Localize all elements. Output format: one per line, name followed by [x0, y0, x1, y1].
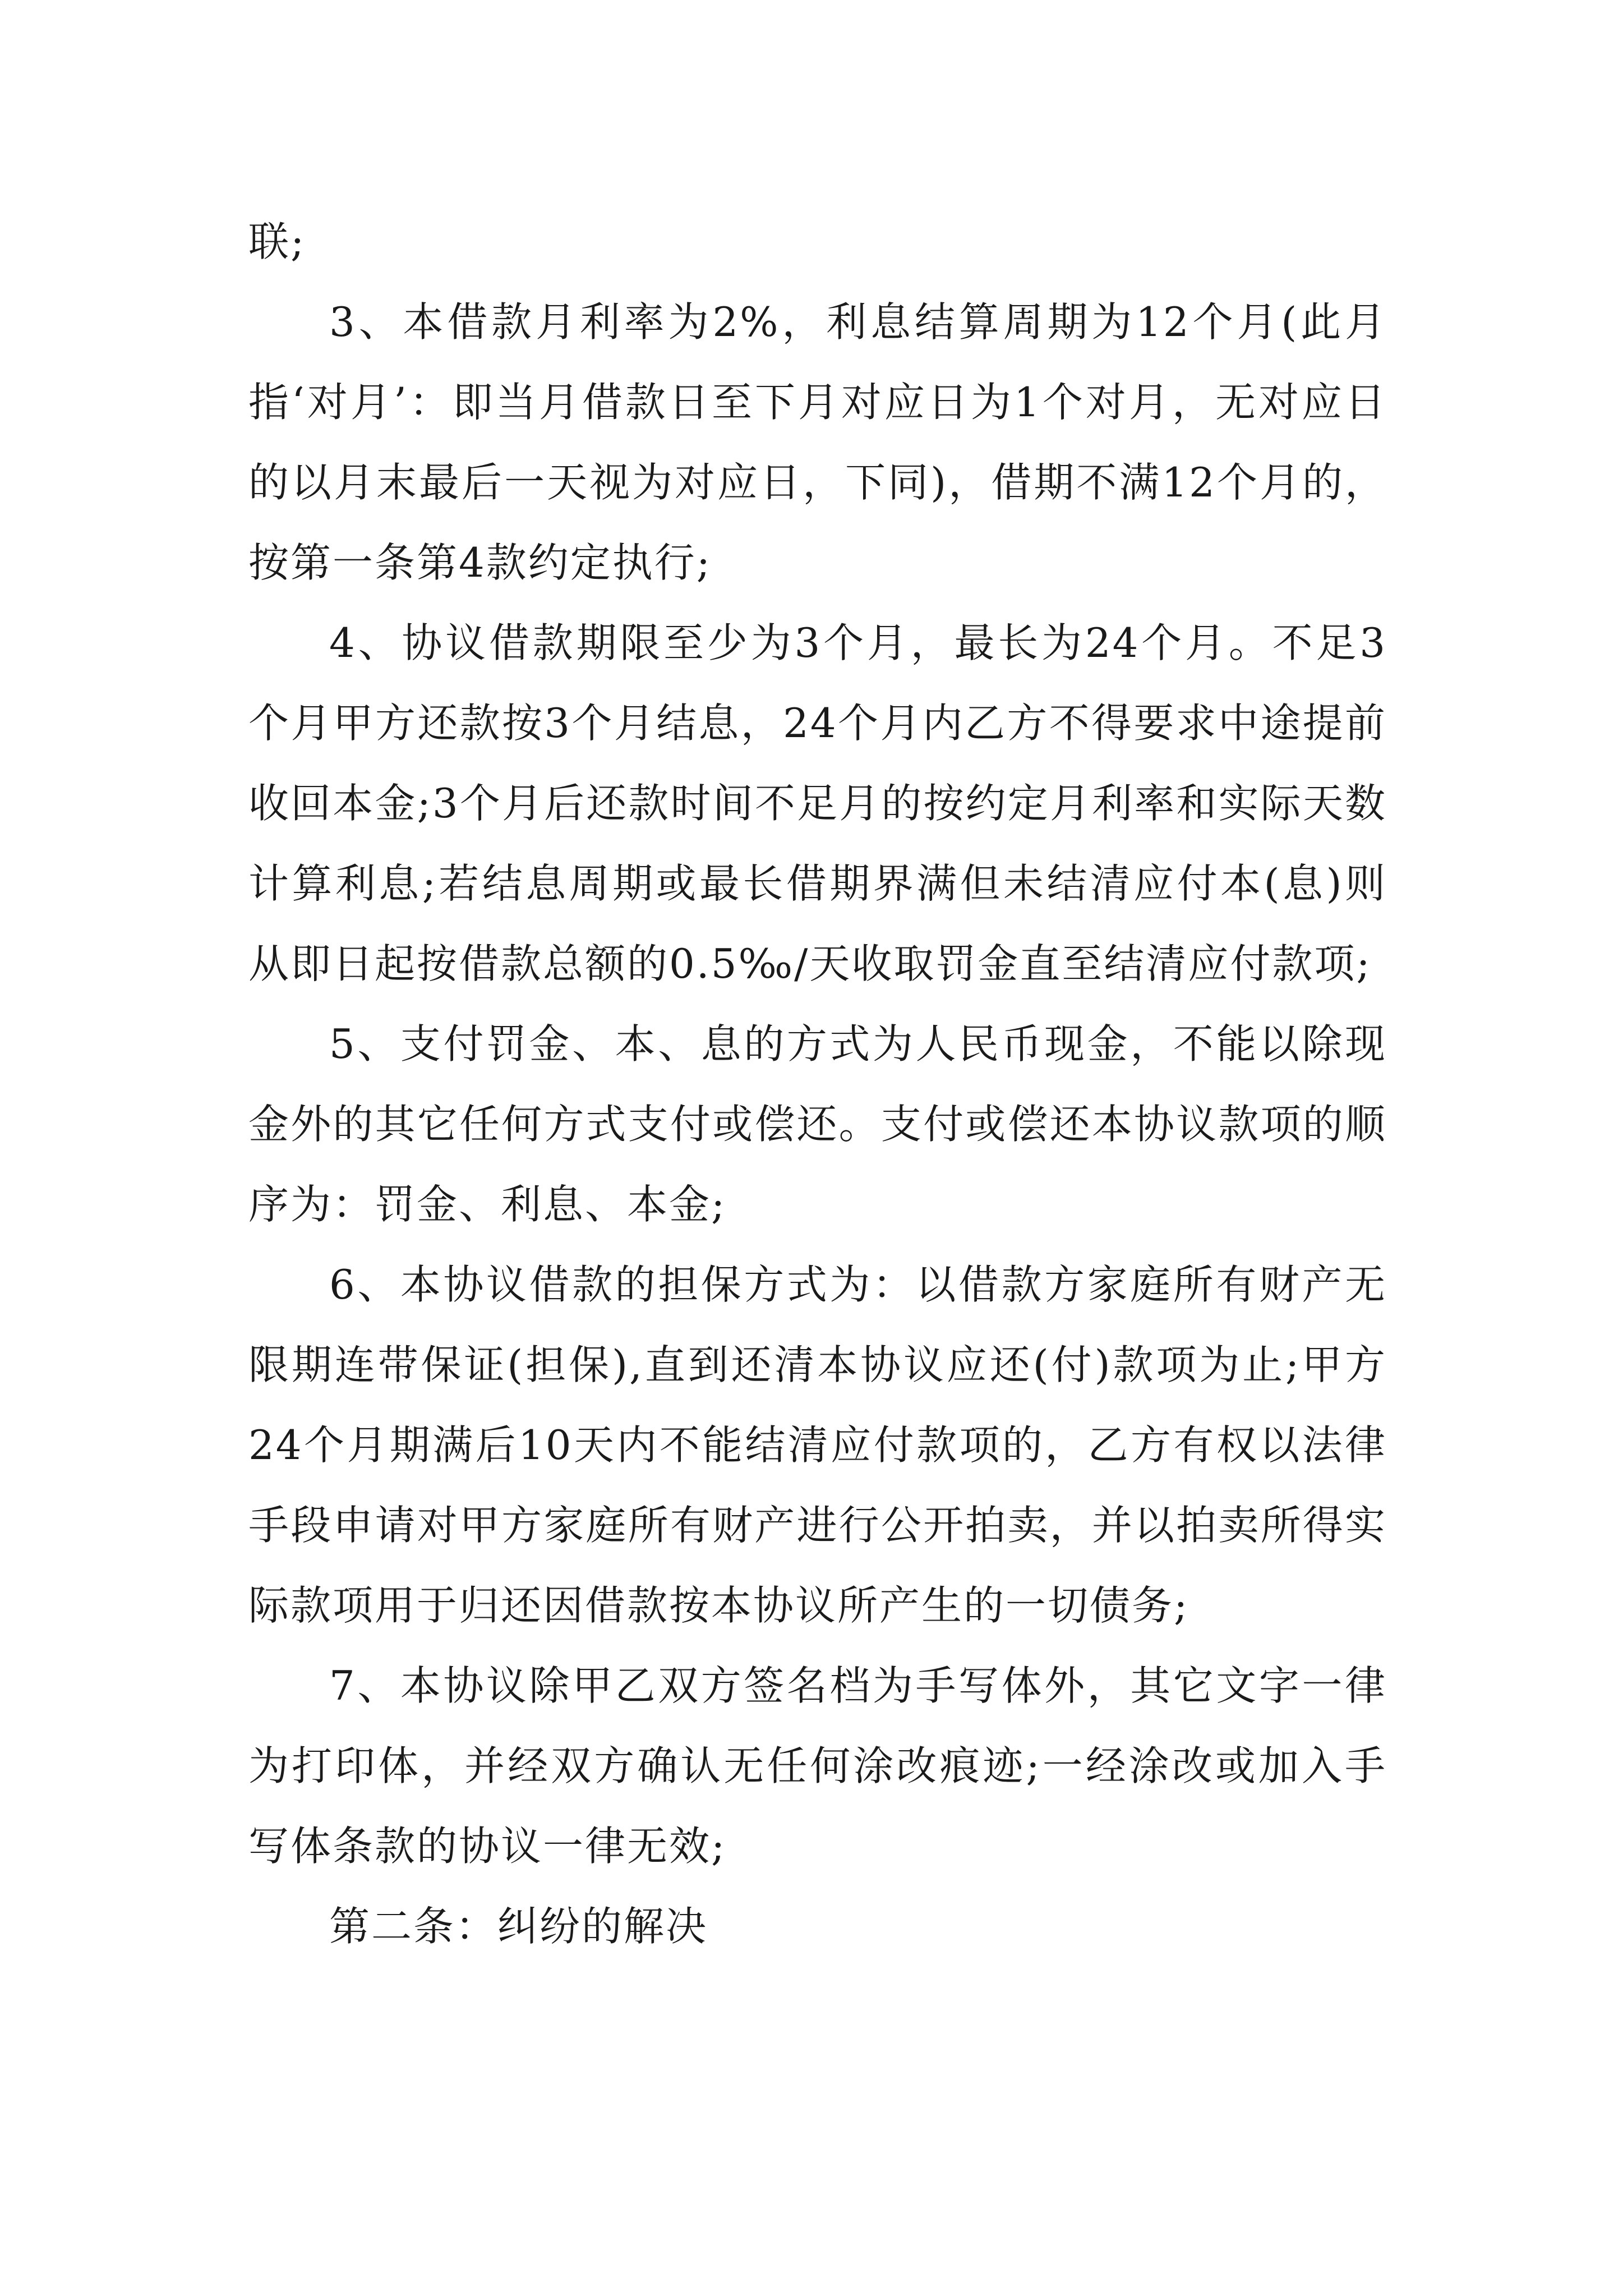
- paragraph-continuation: 联;: [248, 218, 306, 265]
- paragraph-clause-7: 7、本协议除甲乙双方签名档为手写体外，其它文字一律为打印体，并经双方确认无任何涂改痕迹;一经涂改或加入手写体条款的协议一律无效;: [248, 1662, 1387, 1870]
- paragraph-clause-6: 6、本协议借款的担保方式为：以借款方家庭所有财产无限期连带保证(担保),直到还清本协议应还(付)款项为止;甲方24个月期满后10天内不能结清应付款项的，乙方有权以法律手段申请对甲方家庭所有财产进行公开拍卖，并以拍卖所得实际款项用于归还因借款按本协议所产生的一切债务;: [248, 1261, 1387, 1629]
- document-body: [248, 202, 1387, 1967]
- paragraph-clause-3: 3、本借款月利率为2%，利息结算周期为12个月(此月指‘对月’：即当月借款日至下月对应日为1个对月，无对应日的以月末最后一天视为对应日，下同)，借期不满12个月的，按第一条第4款约定执行;: [248, 298, 1387, 586]
- paragraph-clause-5: 5、支付罚金、本、息的方式为人民币现金，不能以除现金外的其它任何方式支付或偿还。支付或偿还本协议款项的顺序为：罚金、利息、本金;: [248, 1020, 1387, 1228]
- paragraph-clause-4: 4、协议借款期限至少为3个月，最长为24个月。不足3个月甲方还款按3个月结息，24个月内乙方不得要求中途提前收回本金;3个月后还款时间不足月的按约定月利率和实际天数计算利息;若结息周期或最长借期界满但未结清应付本(息)则从即日起按借款总额的0.5‰/天收取罚金直至结清应付款项;: [248, 619, 1387, 987]
- section-heading-article-2: 第二条：纠纷的解决: [329, 1903, 708, 1950]
